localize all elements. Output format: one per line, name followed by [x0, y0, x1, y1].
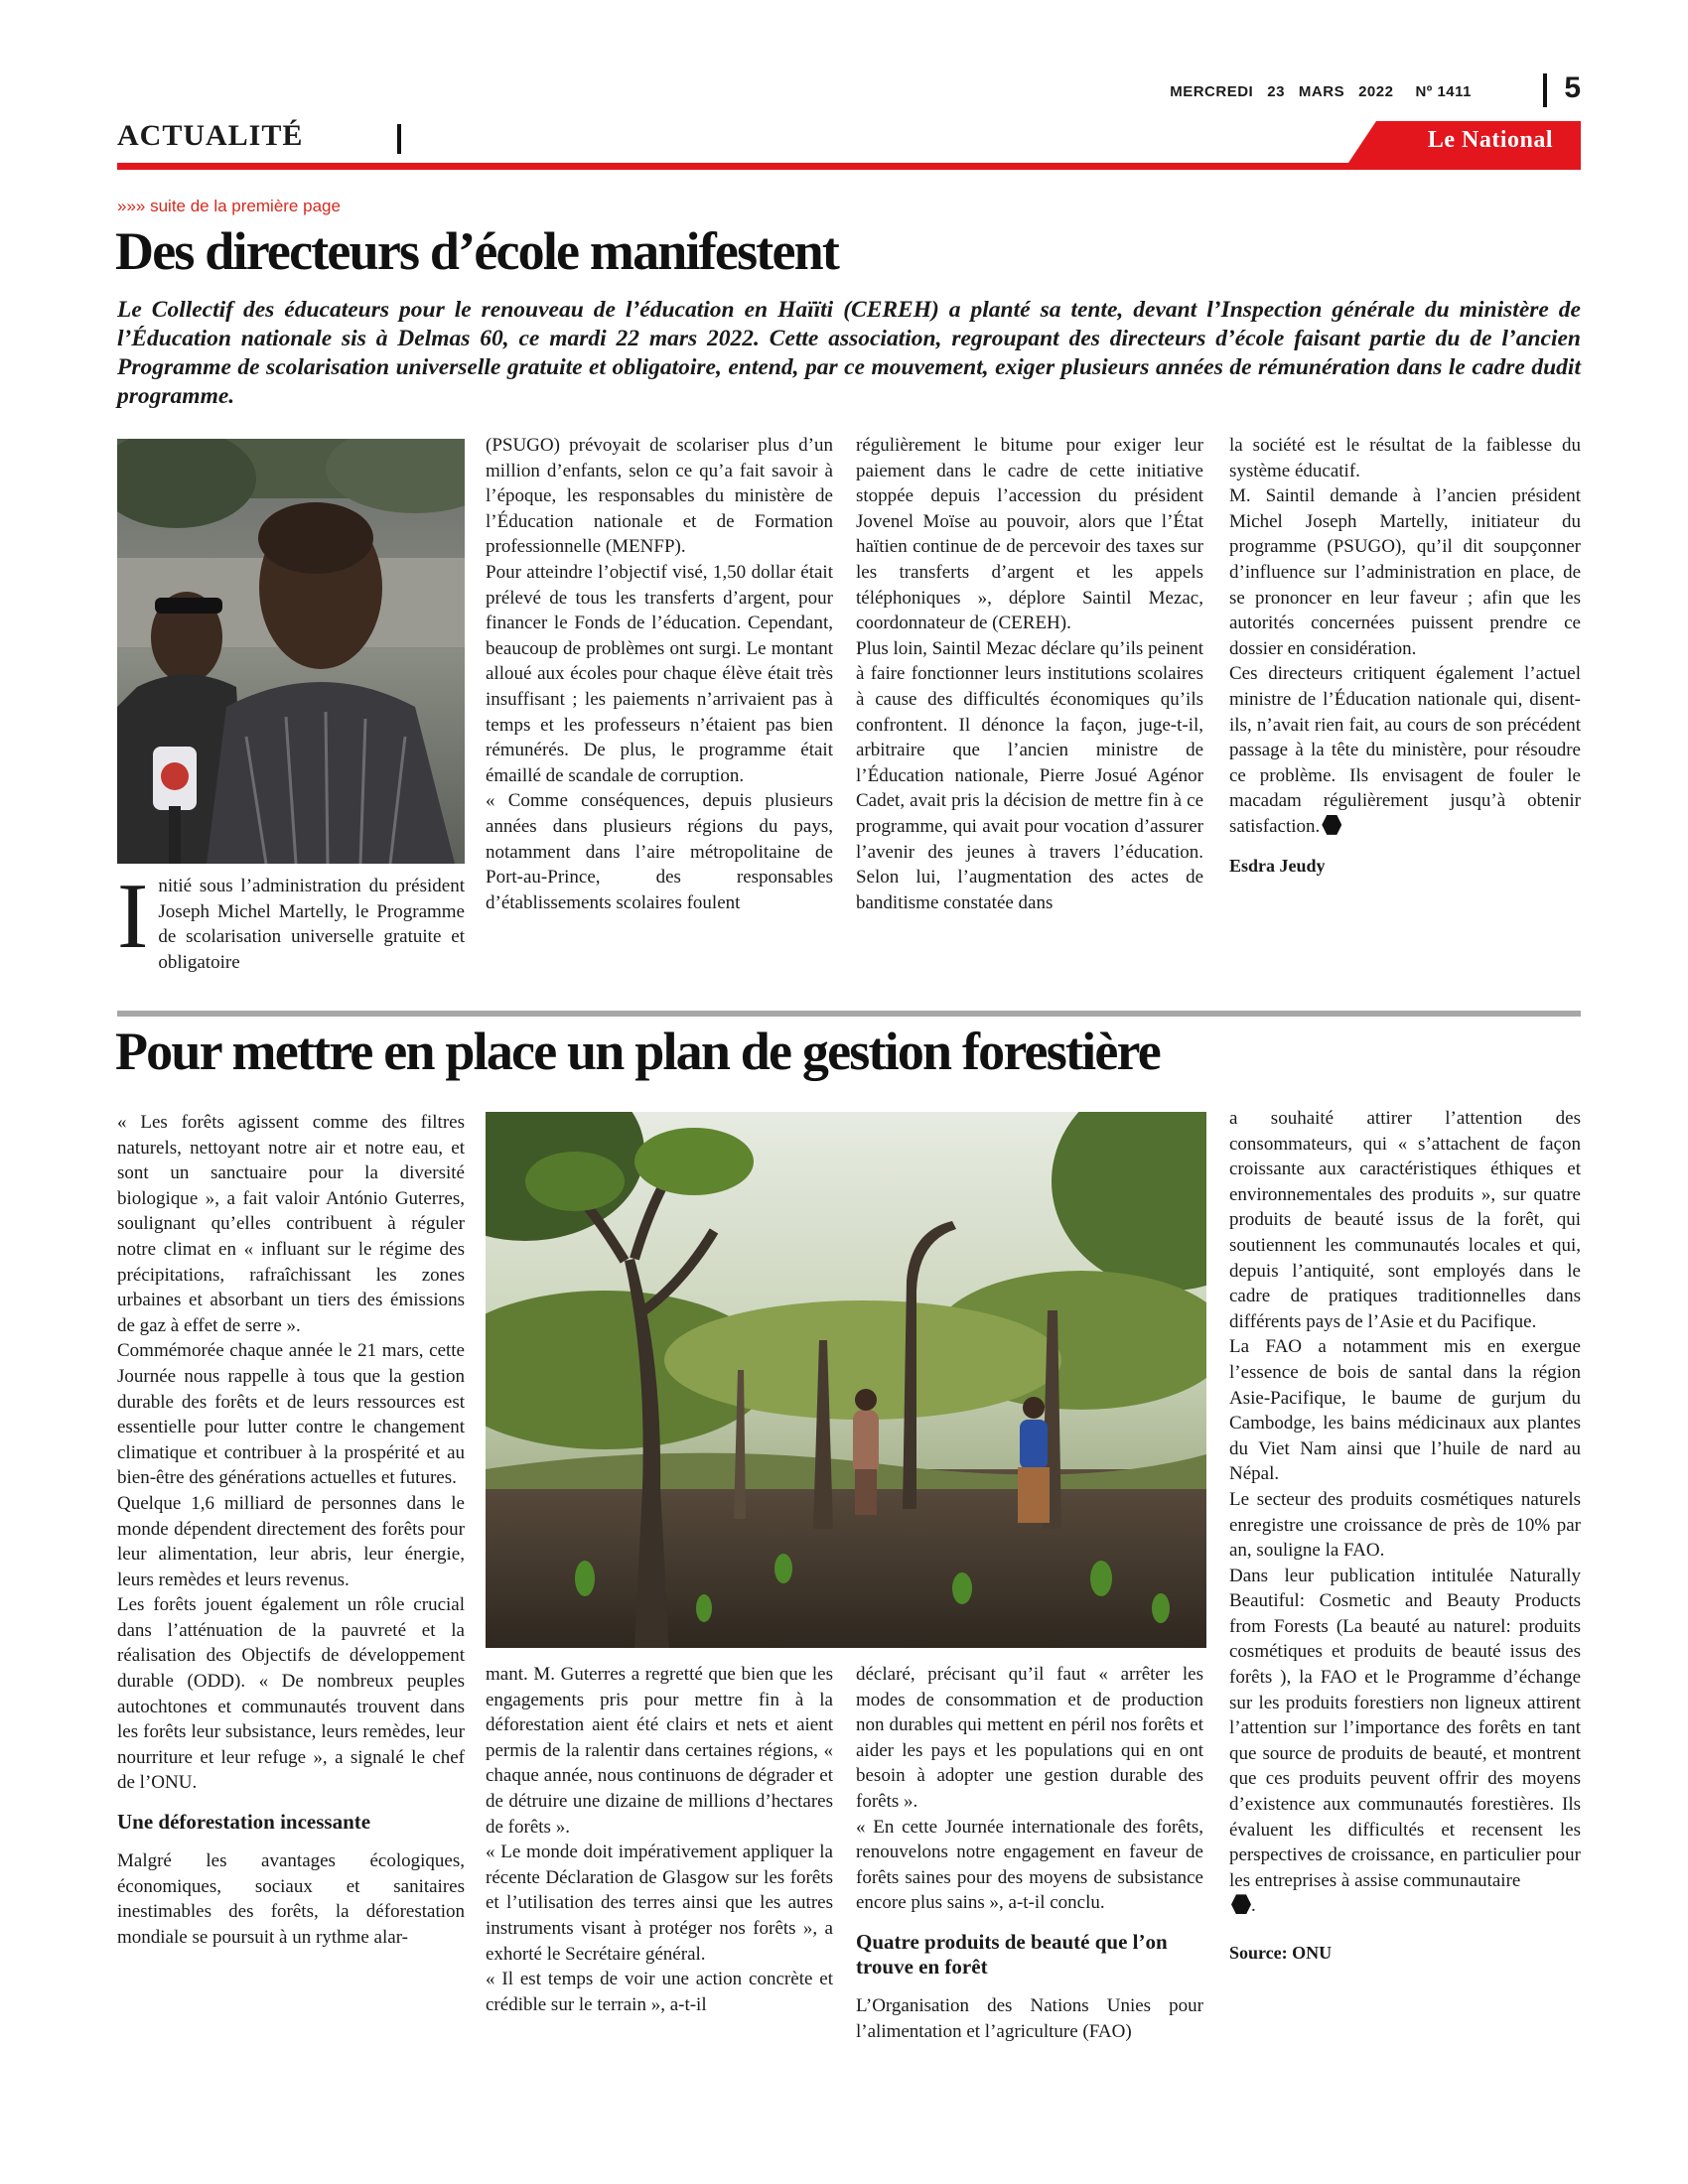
- article2-col2-p1: mant. M. Guterres a regretté que bien que les engagements pris pour mettre fin à la déforestation aient été clairs et nets et aient permis de la ralentir dans certaines régions, « chaque année, nous continuons de dégrader et de détruire une dizaine de millions d’hectares de forêts ».: [486, 1664, 833, 1838]
- article2-photo: [486, 1112, 1206, 1648]
- article1-col4-p3-text: Ces directeurs critiquent également l’actuel ministre de l’Éducation nationale qui, disent-ils, n’avait rien fait, au cours de son précédent passage à la tête du ministère, pour résoudre ce problème. Ils envisagent de fouler le macadam régulièrement jusqu’à obtenir satisfaction.: [1229, 663, 1581, 837]
- article1-col3-p1: régulièrement le bitume pour exiger leur paiement dans le cadre de cette initiative stoppée depuis l’accession du président Jovenel Moïse au pouvoir, alors que l’État haïtien continue de de percevoir des taxes sur les transferts d’argent et les appels téléphoniques », déplore Saintil Mezac, coordonnateur de (CEREH).: [856, 435, 1203, 634]
- article1-col4-p3: [1229, 661, 1581, 839]
- article1-col2-p1: (PSUGO) prévoyait de scolariser plus d’un million d’enfants, selon ce qu’a fait savoir à l’époque, les responsables du ministère de l’Éducation nationale et de Formation professionnelle (MENFP).: [486, 435, 833, 558]
- section-divider: [397, 124, 401, 154]
- issue-number: Nº 1411: [1415, 83, 1472, 100]
- forest-women-photo: [486, 1112, 1206, 1648]
- article1-column-4: [1229, 433, 1581, 879]
- date-year: 2022: [1358, 83, 1394, 100]
- dropcap: I: [117, 865, 149, 968]
- article1-column-1: [117, 865, 465, 975]
- article2-col1-p3: Quelque 1,6 milliard de personnes dans le monde dépendent directement des forêts pour leur alimentation, leur abris, leur énergie, leurs remèdes et leurs revenus.: [117, 1492, 465, 1590]
- end-mark-icon: [1322, 815, 1341, 835]
- article2-col1-after: Malgré les avantages écologiques, économiques, sociaux et sanitaires inestimables des forêts, la déforestation mondiale se poursuit à un rythme alar-: [117, 1850, 465, 1948]
- continued-kicker: »»» suite de la première page: [117, 197, 341, 215]
- article1-author: Esdra Jeudy: [1229, 855, 1326, 876]
- header-rule: [117, 163, 1581, 170]
- article2-col4-p3: Le secteur des produits cosmétiques naturels enregistre une croissance de près de 10% par an, souligne la FAO.: [1229, 1488, 1581, 1562]
- page-number-divider: [1543, 73, 1547, 107]
- section-divider-rule: [117, 1011, 1581, 1017]
- date-number: 23: [1267, 83, 1285, 100]
- masthead: [117, 69, 1581, 173]
- article2-col3-after: L’Organisation des Nations Unies pour l’alimentation et l’agriculture (FAO): [856, 1994, 1203, 2042]
- article1-headline: Des directeurs d’école manifestent: [115, 221, 839, 281]
- date-month: MARS: [1298, 83, 1345, 100]
- article2-col4-p4-text: Dans leur publication intitulée Naturally Beautiful: Cosmetic and Beauty Products from Forests (La beauté au naturel: produits cosmétiques et produits de beauté issus des forêts ), la FAO et le Programme d’échange sur les produits forestiers non ligneux attirent l’attention sur l’importance des forêts en tant que source de produits de beauté, et montrent que ces produits peuvent offrir des moyens d’existence aux communautés forestières. Ils évaluent les difficultés et recensent les perspectives de croissance, en particulier pour les entreprises à assise communautaire: [1229, 1565, 1581, 1891]
- article2-col4-p4: Dans leur publication intitulée Naturally Beautiful: Cosmetic and Beauty Products from Forests (La beauté au naturel: produits cosmétiques et produits de beauté issus des forêts ), la FAO et le Programme d’échange sur les produits forestiers non ligneux attirent l’attention sur l’importance des forêts en tant que source de produits de beauté, et montrent que ces produits peuvent offrir des moyens d’existence aux communautés forestières. Ils évaluent les difficultés et recensent les perspectives de croissance, en particulier pour les entreprises à assise communautaire .: [1229, 1565, 1581, 1917]
- article2-col4-p1: a souhaité attirer l’attention des consommateurs, qui « s’attachent de façon croissante aux caractéristiques éthiques et environnementales des produits », sur quatre produits de beauté issus de la forêt, qui soutiennent les communautés locales et qui, depuis l’antiquité, sont employés dans le cadre de pratiques traditionnelles dans différents pays de l’Asie et du Pacifique.: [1229, 1108, 1581, 1332]
- article2-subhead-2: Quatre produits de beauté que l’on trouve en forêt: [856, 1929, 1168, 1979]
- end-mark-icon: [1231, 1894, 1251, 1914]
- article1-column-2: [486, 433, 833, 915]
- article2-headline: Pour mettre en place un plan de gestion forestière: [115, 1022, 1160, 1081]
- article2-source: Source: ONU: [1229, 1943, 1333, 1963]
- article1-lead: Le Collectif des éducateurs pour le renouveau de l’éducation en Haïïti (CEREH) a planté sa tente, devant l’Inspection générale du ministère de l’Éducation nationale sis à Delmas 60, ce mardi 22 mars 2022. Cette association, regroupant des directeurs d’école faisant partie du de l’ancien Programme de scolarisation universelle gratuite et obligatoire, entend, par ce mouvement, exiger plusieurs années de rémunération dans le cadre dudit programme.: [117, 297, 1581, 409]
- article2-col4-p2: La FAO a notamment mis en exergue l’essence de bois de santal dans la région Asie-Pacifique, le baume de gurjum du Cambodge, les bains médicinaux aux plantes du Viet Nam ainsi que l’huile de nard au Népal.: [1229, 1336, 1581, 1485]
- article2-col3-p1: déclaré, précisant qu’il faut « arrêter les modes de consommation et de production non durables qui mettent en péril nos forêts et aider les pays et les populations qui en ont besoin à adopter une gestion durable des forêts ».: [856, 1664, 1203, 1812]
- date-line: [1156, 83, 1472, 100]
- article2-col3-p2: « En cette Journée internationale des forêts, renouvelons notre engagement en faveur de forêts saines pour des moyens de subsistance encore plus sains », a-t-il conclu.: [856, 1816, 1203, 1914]
- date-day: MERCREDI: [1170, 83, 1254, 100]
- article2-subhead-1: Une déforestation incessante: [117, 1810, 371, 1835]
- article1-col4-p2: M. Saintil demande à l’ancien président Michel Joseph Martelly, initiateur du programme (PSUGO), qu’il dit soupçonner d’influence sur l’administration en place, de se prononcer en leur faveur ; afin que les autorités concernées puissent prendre ce dossier en considération.: [1229, 485, 1581, 659]
- article2-column-4: [1229, 1106, 1581, 1967]
- page-number: 5: [1564, 71, 1581, 104]
- protest-speaker-photo: [117, 439, 465, 864]
- article1-column-3: [856, 433, 1203, 915]
- article2-col1-p2: Commémorée chaque année le 21 mars, cette Journée nous rappelle à tous que la gestion durable des forêts et de leurs ressources est essentielle pour lutter contre le changement climatique et contribuer à la prospérité et au bien-être des générations actuelles et futures.: [117, 1340, 465, 1489]
- article2-col1-p1: « Les forêts agissent comme des filtres naturels, nettoyant notre air et notre eau, et sont un sanctuaire pour la diversité biologique », a fait valoir António Guterres, soulignant qu’elles contribuent à réguler notre climat en « influant sur le régime des précipitations, rafraîchissant les zones urbaines et absorbant un tiers des émissions de gaz à effet de serre ».: [117, 1112, 465, 1336]
- brand-name: Le National: [1427, 127, 1553, 153]
- article2-col2-p3: « Il est temps de voir une action concrète et crédible sur le terrain », a-t-il: [486, 1969, 833, 2015]
- article1-col3-p2: Plus loin, Saintil Mezac déclare qu’ils peinent à faire fonctionner leurs institutions scolaires à cause des difficultés économiques qu’ils confrontent. Il dénonce la façon, juge-t-il, arbitraire que l’ancien ministre de l’Éducation nationale, Pierre Josué Agénor Cadet, avait pris la décision de mettre fin à ce programme, qui avait pour vocation d’assurer l’avenir des jeunes à travers l’éducation. Selon lui, l’augmentation des actes de banditisme constatée dans: [856, 637, 1203, 913]
- article2-column-1: [117, 1110, 465, 1950]
- article2-col1-p4: Les forêts jouent également un rôle crucial dans l’atténuation de la pauvreté et la réalisation des Objectifs de développement durable (ODD). « De nombreux peuples autochtones et communautés trouvent dans les forêts leur subsistance, leurs remèdes, leur nourriture et leur refuge », a signalé le chef de l’ONU.: [117, 1594, 465, 1794]
- article1-col1-text: nitié sous l’administration du président Joseph Michel Martelly, le Programme de scolarisation universelle gratuite et obligatoire: [158, 876, 465, 973]
- article2-column-3: [856, 1662, 1203, 2044]
- article2-column-2: [486, 1662, 833, 2017]
- article1-col2-p3: « Comme conséquences, depuis plusieurs années dans plusieurs régions du pays, notamment dans l’aire métropolitaine de Port-au-Prince, des responsables d’établissements scolaires foulent: [486, 790, 833, 913]
- article2-col2-p2: « Le monde doit impérativement appliquer la récente Déclaration de Glasgow sur les forêts et l’utilisation des terres ainsi que les autres instruments visant à protéger nos forêts », a exhorté le Secrétaire général.: [486, 1842, 833, 1965]
- article1-photo: [117, 439, 465, 864]
- section-label: ACTUALITÉ: [117, 119, 304, 152]
- article1-col4-p1: la société est le résultat de la faiblesse du système éducatif.: [1229, 435, 1581, 481]
- article1-col2-p2: Pour atteindre l’objectif visé, 1,50 dollar était prélevé de tous les transferts d’argent, pour financer le Fonds de l’éducation. Cependant, beaucoup de problèmes ont surgi. Le montant alloué aux écoles pour chaque élève était très insuffisant ; les paiements n’arrivaient pas à temps et les professeurs n’étaient pas bien rémunérés. De plus, le programme était émaillé de scandale de corruption.: [486, 561, 833, 786]
